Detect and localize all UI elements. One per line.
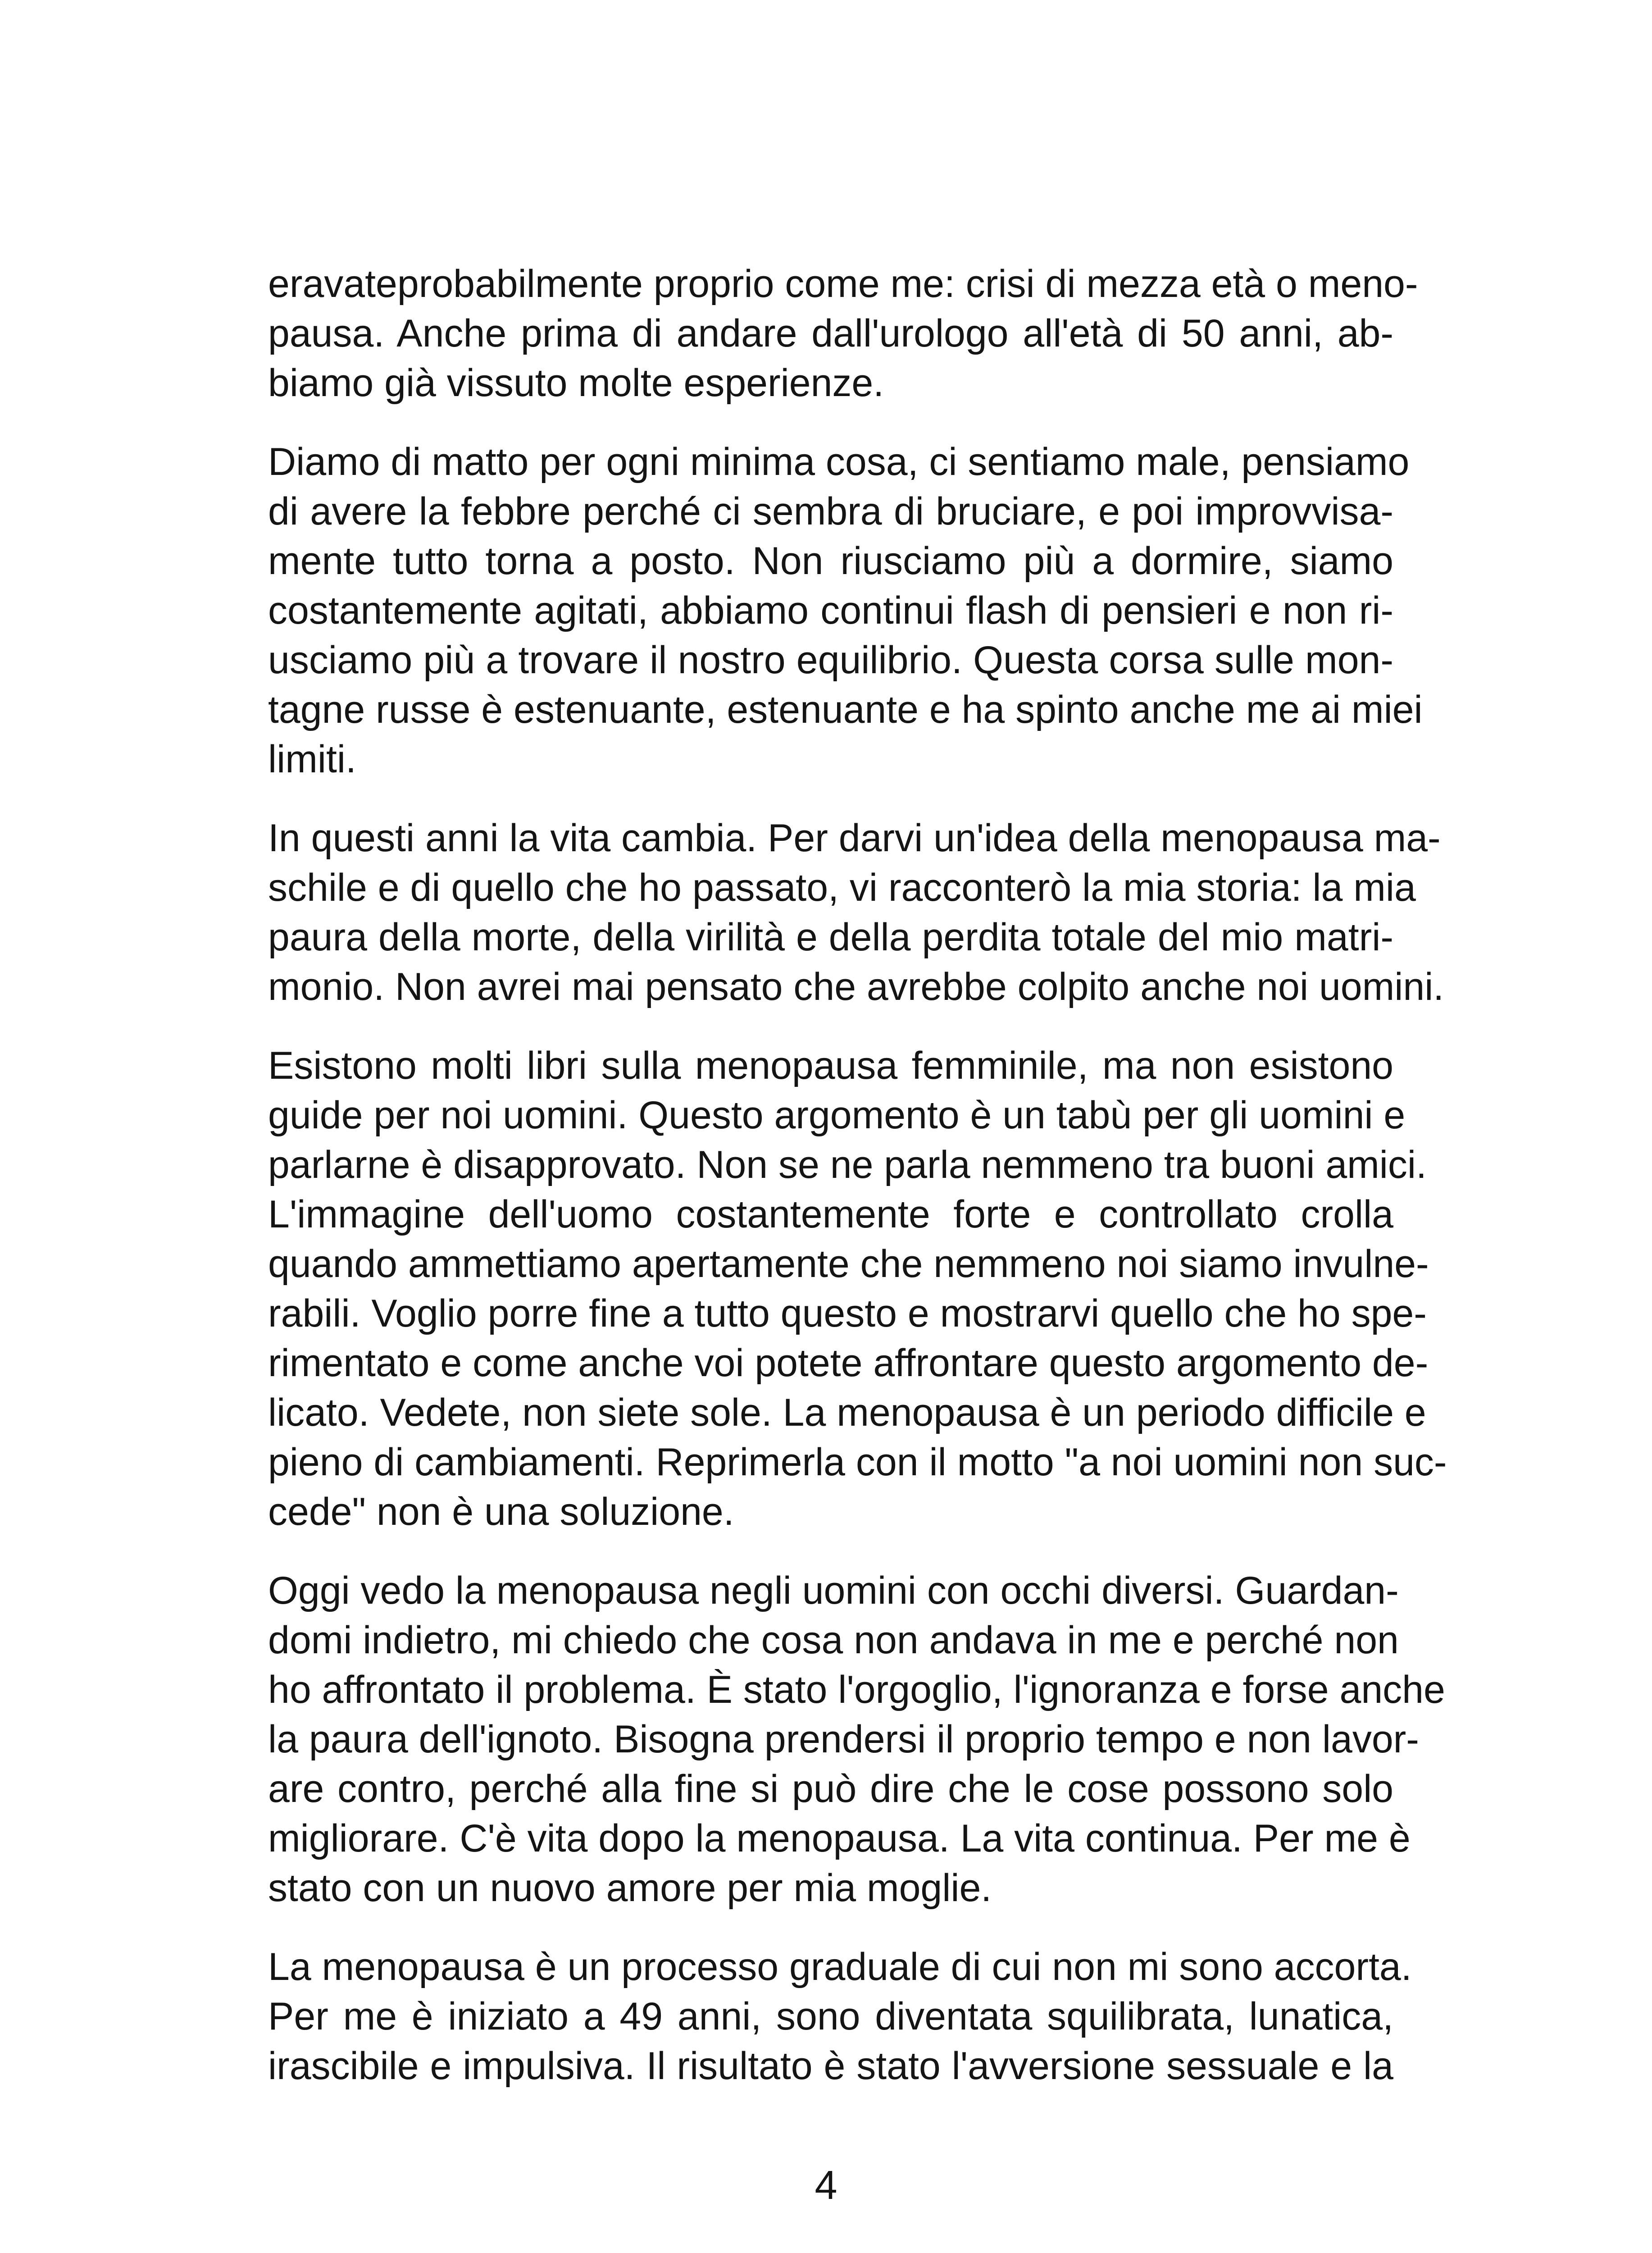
text-line: pausa. Anche prima di andare dall'urologo all'età di 50 anni, ab- (268, 312, 1393, 355)
text-line: quando ammettiamo apertamente che nemmeno noi siamo invulne- (268, 1242, 1429, 1286)
text-line: In questi anni la vita cambia. Per darvi un'idea della menopausa ma- (268, 816, 1441, 860)
text-line: Oggi vedo la menopausa negli uomini con occhi diversi. Guardan- (268, 1569, 1399, 1612)
page-number: 4 (815, 2163, 837, 2208)
text-line: Per me è iniziato a 49 anni, sono diventata squilibrata, lunatica, (268, 1995, 1393, 2038)
text-line: la paura dell'ignoto. Bisogna prendersi il proprio tempo e non lavor- (268, 1718, 1419, 1761)
text-line: di avere la febbre perché ci sembra di bruciare, e poi improvvisa- (268, 490, 1393, 533)
text-line: schile e di quello che ho passato, vi racconterò la mia storia: la mia (268, 866, 1416, 909)
text-line: monio. Non avrei mai pensato che avrebbe colpito anche noi uomini. (268, 965, 1444, 1008)
text-line: paura della morte, della virilità e della perdita totale del mio matri- (268, 916, 1393, 959)
paragraph-3 (268, 813, 1444, 1012)
text-line: L'immagine dell'uomo costantemente forte e controllato crolla (268, 1193, 1393, 1236)
paragraph-2 (268, 437, 1423, 784)
text-line: stato con un nuovo amore per mia moglie. (268, 1866, 992, 1910)
text-line: migliorare. C'è vita dopo la menopausa. La vita continua. Per me è (268, 1817, 1411, 1860)
text-line: costantemente agitati, abbiamo continui flash di pensieri e non ri- (268, 589, 1393, 632)
paragraph-1 (268, 259, 1418, 408)
text-line: Esistono molti libri sulla menopausa femminile, ma non esistono (268, 1044, 1393, 1087)
text-line: ho affrontato il problema. È stato l'orgoglio, l'ignoranza e forse anche (268, 1668, 1445, 1711)
text-line: Diamo di matto per ogni minima cosa, ci sentiamo male, pensiamo (268, 440, 1410, 483)
text-line: are contro, perché alla fine si può dire che le cose possono solo (268, 1767, 1393, 1811)
text-line: domi indietro, mi chiedo che cosa non andava in me e perché non (268, 1619, 1399, 1662)
text-line: irascibile e impulsiva. Il risultato è stato l'avversione sessuale e la (268, 2044, 1393, 2088)
text-line: La menopausa è un processo graduale di cui non mi sono accorta. (268, 1945, 1412, 1988)
text-line: tagne russe è estenuante, estenuante e ha spinto anche me ai miei (268, 688, 1423, 731)
paragraph-4 (268, 1041, 1447, 1537)
text-line: cede" non è una soluzione. (268, 1490, 734, 1533)
paragraph-6 (268, 1942, 1412, 2091)
paragraph-5 (268, 1566, 1445, 1913)
text-line: biamo già vissuto molte esperienze. (268, 361, 884, 405)
text-line: eravateprobabilmente proprio come me: crisi di mezza età o meno- (268, 262, 1418, 306)
text-line: limiti. (268, 738, 356, 781)
text-line: usciamo più a trovare il nostro equilibrio. Questa corsa sulle mon- (268, 639, 1393, 682)
text-line: guide per noi uomini. Questo argomento è un tabù per gli uomini e (268, 1094, 1406, 1137)
text-line: licato. Vedete, non siete sole. La menopausa è un periodo difficile e (268, 1391, 1426, 1434)
text-line: rabili. Voglio porre fine a tutto questo e mostrarvi quello che ho spe- (268, 1292, 1427, 1335)
text-line: rimentato e come anche voi potete affrontare questo argomento de- (268, 1341, 1429, 1385)
text-line: pieno di cambiamenti. Reprimerla con il motto "a noi uomini non suc- (268, 1441, 1447, 1484)
text-line: mente tutto torna a posto. Non riusciamo più a dormire, siamo (268, 539, 1393, 583)
text-line: parlarne è disapprovato. Non se ne parla nemmeno tra buoni amici. (268, 1143, 1427, 1186)
body-text (268, 259, 1447, 2120)
